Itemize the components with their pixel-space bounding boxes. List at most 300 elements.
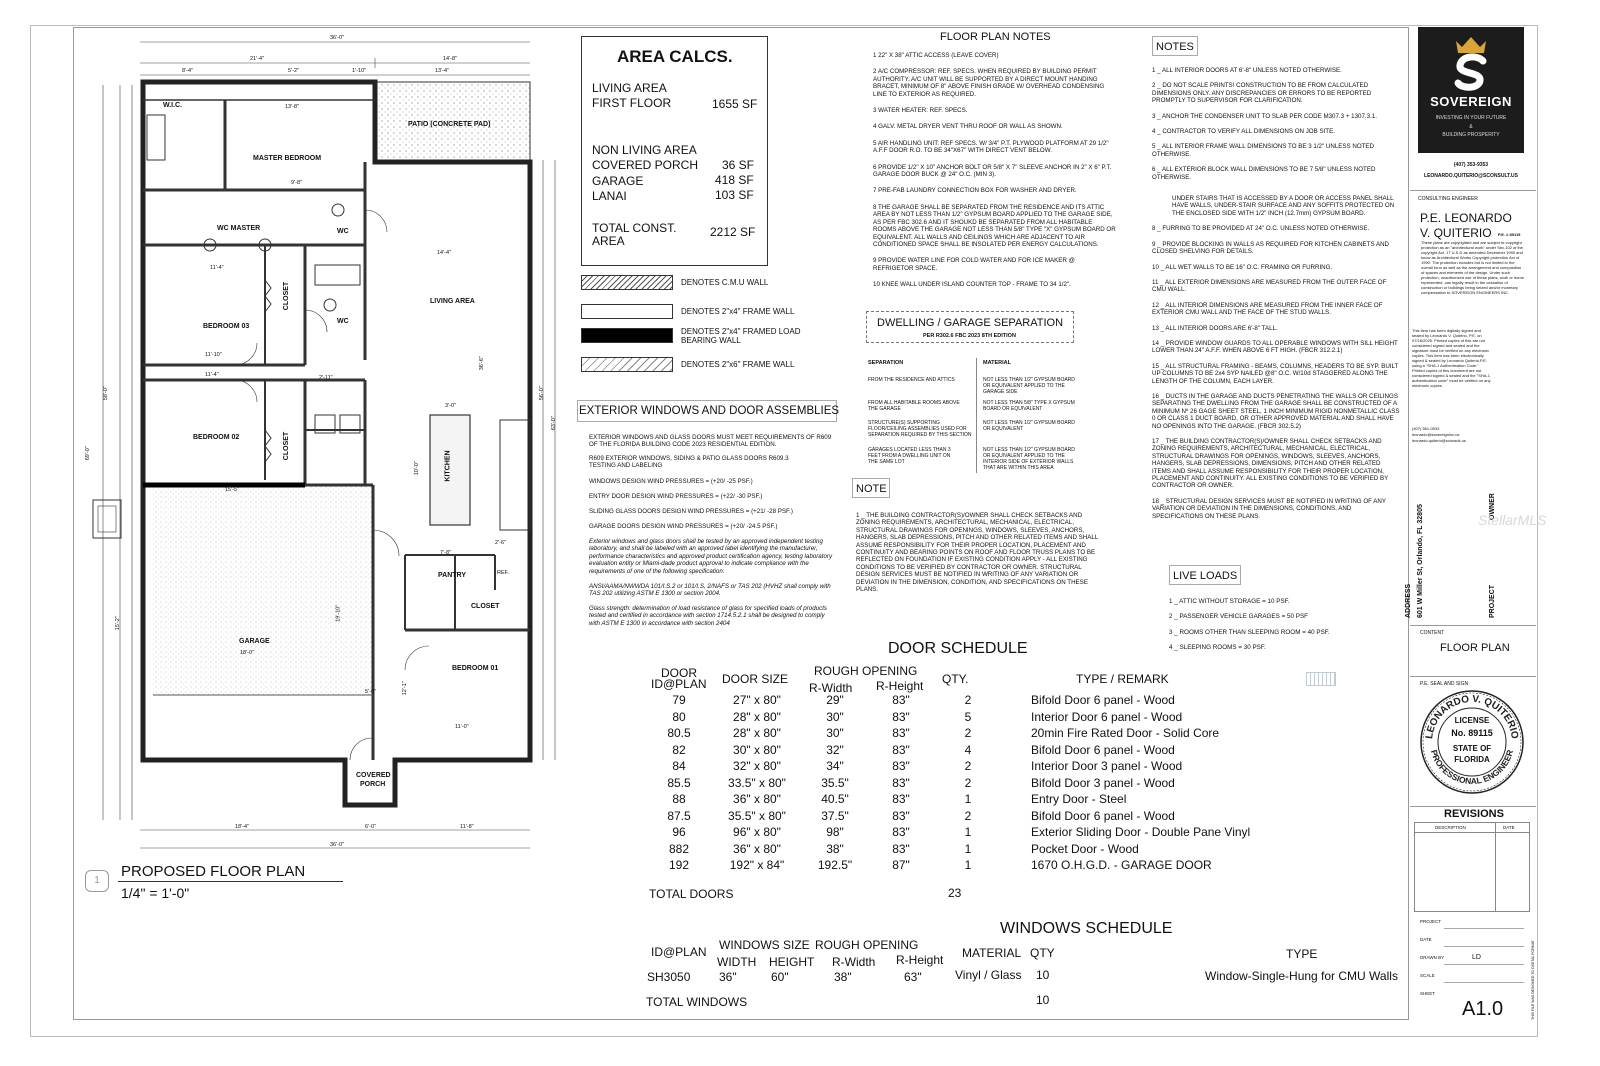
total-label-1: TOTAL CONST. [592,221,677,235]
room-bedroom-1: BEDROOM 01 [452,665,499,672]
area-calcs-title: AREA CALCS. [617,47,733,66]
total-value: 2212 SF [710,225,756,239]
door-cell: Bifold Door 6 panel - Wood [1031,808,1175,823]
room-master: MASTER BEDROOM [253,155,322,162]
dim-bottom-c: 11'-8" [460,824,474,830]
door-cell: 1 [964,858,972,873]
door-row [645,725,1291,742]
door-h-id-2: ID@PLAN [651,677,707,691]
covered-porch-label: COVERED PORCH [592,158,699,172]
door-cell: Interior Door 3 panel - Wood [1031,759,1183,774]
win-total-label: TOTAL WINDOWS [646,995,748,1009]
tb-seal-label: P.E. SEAL AND SIGN [1420,681,1469,687]
door-row [645,808,1291,825]
covered-porch-value: 36 SF [722,158,755,172]
separation-subtitle: PER R302.6 FBC 2023 8TH EDITION [923,333,1016,339]
area-calcs-box [581,36,768,266]
rev-col-line [1495,823,1496,911]
tb-f-date: DATE [1420,937,1432,942]
separation-row-1-a: FROM THE RESIDENCE AND ATTICS [868,377,955,383]
dim-bed1-h: 12'-1" [401,681,408,696]
separation-title: DWELLING / GARAGE SEPARATION [877,317,1064,329]
door-cell: 192.5" [817,858,853,873]
dim-garage-w2: 15'-5" [225,487,240,493]
door-h-qty: QTY. [942,672,969,686]
seal-fl: FLORIDA [1454,755,1490,764]
plan-number-badge [85,870,109,892]
dim-garage-h: 19'-10" [335,604,342,622]
rev-desc-header: DESCRIPTION [1435,825,1466,830]
tb-f-drawn: DRAWN BY [1420,955,1445,960]
tb-f-project-line [1444,928,1524,929]
door-row [645,775,1291,792]
first-floor-value: 1655 SF [712,97,758,111]
win-material: Vinyl / Glass [955,968,1022,982]
door-cell: Bifold Door 3 panel - Wood [1031,775,1175,790]
dim-bed2-w: 11'-4" [205,372,219,378]
win-width: 36" [719,970,737,984]
note-item-4: 4 _ CONTRACTOR TO VERIFY ALL DIMENSIONS ON JOB SITE. [1152,128,1335,136]
win-h-id: ID@PLAN [651,945,707,959]
door-cell: 1 [964,841,972,856]
note-item-12: 12 _ ALL INTERIOR DIMENSIONS ARE MEASURED FROM THE INNER FACE OF EXTERIOR CMU WALL AND THE FACE OF THE STUD WALLS. [1152,301,1383,317]
brand-tagline-2: & [1469,124,1473,130]
door-cell: 83" [892,825,910,840]
note-item-10: 10 _ ALL WET WALLS TO BE 16" O.C. FRAMING OR FURRING. [1152,263,1333,271]
exterior-line-5: SLIDING GLASS DOORS DESIGN WIND PRESSURES = (+21/ -28 PSF.) [589,508,793,515]
rev-header-line [1415,832,1529,833]
note-item-2: 2 _ DO NOT SCALE PRINTS! CONSTRUCTION TO BE FROM CALCULATED DIMENSIONS ONLY. ANY DISCREPANCIES OR ERRORS TO BE REPORTED PROMPTLY TO SUPERVISOR FOR CLARIFICATION. [1152,82,1372,105]
dim-d1: 3'-0" [445,403,456,409]
dim-d3: 7'-8" [440,550,451,556]
win-type: Window-Single-Hung for CMU Walls [1205,969,1398,983]
floor-notes-list [873,52,1116,289]
door-h-rw: R-Width [809,681,853,695]
room-patio: PATIO (CONCRETE PAD) [408,121,491,128]
door-rows [645,692,1291,874]
total-label-2: AREA [592,234,625,248]
door-row [645,841,1291,858]
notes-title: NOTES [1156,41,1194,53]
door-cell: 30" x 80" [733,742,781,757]
door-cell: 83" [892,808,910,823]
tb-divider-3 [1410,676,1536,677]
door-cell: Bifold Door 6 panel - Wood [1031,693,1175,708]
plan-title: PROPOSED FLOOR PLAN [121,863,306,880]
dim-top-total: 36'-0" [330,35,345,41]
door-cell: 83" [892,742,910,757]
floor-note-8: 8 THE GARAGE SHALL BE SEPARATED FROM THE RESIDENCE AND ITS ATTIC AREA BY NOT LESS THAN 1/2" GYPSUM BOARD APPLIED TO THE GARAGE SIDE, AS PER FBC 302.6 AND IT SHOUKD BE SEPARATED FROM ALL HABITABLE ROOMS ABOVE THE GARAGE NOT LESS THAN 5/8" TYPE "X" GYPSUM BOARD OR EQUIVALENT. ALL WALLS AND CEILINGS WHICH ARE ADJACENT TO AIR CONDITIONED SPACE SHALL BE INSOLATED PER ENERGY CALCULATIONS. [873,203,1116,248]
brand-tagline-1: INVESTING IN YOUR FUTURE [1435,115,1507,121]
exterior-italic-3: Glass strength: determination of load resistance of glass for specified loads of products tested and certified in accordance with section 1714.5.2.1 shall be designed to comply with ASTM E 1300 in accordance with section 2404 [589,605,828,627]
dim-right-a: 56'-0" [538,386,545,401]
door-cell: 96 [672,825,686,840]
door-cell: 28" x 80" [733,726,781,741]
crown-s-icon [1418,27,1524,97]
live-loads-title: LIVE LOADS [1173,570,1238,582]
door-cell: 2 [964,693,972,708]
note-item-11: 11 _ ALL EXTERIOR DIMENSIONS ARE MEASURED FROM THE OUTER FACE OF CMU WALL. [1152,278,1387,294]
door-cell: 80 [672,709,686,724]
door-row [645,692,1291,709]
tb-divider-4 [1410,806,1536,807]
floor-note-1: 1 22" X 38" ATTIC ACCESS (LEAVE COVER) [873,52,999,59]
room-porch-2: PORCH [360,781,386,788]
door-row [645,791,1291,808]
door-cell: 40.5" [821,792,849,807]
note-item-8: 8 _ FURRING TO BE PROVIDED AT 24" O.C. UNLESS NOTED OTHERWISE. [1152,225,1370,233]
separation-col-2: MATERIAL [983,360,1012,366]
dim-living-w: 14'-4" [437,250,452,256]
tb-f-drawn-line [1444,964,1524,965]
door-cell: 28" x 80" [733,709,781,724]
separation-divider [976,358,977,473]
win-rh: 63" [904,970,922,984]
dim-top-d: 13'-4" [435,68,450,74]
watermark: StellarMLS [1478,512,1547,528]
tb-consult-label: CONSULTING ENGINEER [1418,196,1478,202]
door-h-rough: ROUGH OPENING [814,664,918,678]
exterior-italic-2: ANSI/AAMA/NWWDA 101/I.S.2 or 101/I.S, 2/NAFS or TAS 202 (HVHZ shall comply with TAS 202 utilizing ASTM E 1300 or section 2004. [589,583,831,598]
door-cell: 98" [826,825,844,840]
door-cell: 192 [668,858,690,873]
door-cell: 2 [964,808,972,823]
door-cell: 192" x 84" [729,858,785,873]
door-cell: 36" x 80" [733,792,781,807]
door-h-type: TYPE / REMARK [1076,672,1169,686]
seal-license: LICENSE [1454,716,1490,725]
live-load-2: 2 _ PASSENGER VEHICLE GARAGES = 50 PSF [1169,613,1308,620]
door-cell: 30" [826,726,844,741]
tb-pe-no: P.E. # 89115 [1498,232,1521,237]
dim-top-a: 8'-4" [182,68,193,74]
tb-side-note: THIS FILE WAS DESIGNED TO DIGITAL FORMAT [1531,940,1535,1020]
separation-col-1: SEPARATION [868,360,904,366]
note-item-15: 15 _ ALL STRUCTURAL FRAMING - BEAMS, COLUMNS, HEADERS TO BE SYP. BUILT UP COLUMNS TO BE 2x4 SYP NAILED @8" O.C. W/10d STAGGERED ALONG THE LENGTH OF THE COLUMN, EACH LAYER. [1152,362,1399,385]
pe-seal [1418,688,1526,796]
door-cell: 79 [672,693,686,708]
tb-project-label: PROJECT [1489,584,1496,618]
seal-ring-icon [1418,688,1526,796]
win-h-rw: R-Width [832,955,876,969]
win-h-rh: R-Height [896,953,944,967]
exterior-title-box [577,400,840,422]
legend-swatch-2x6 [581,357,673,372]
dim-living-h: 36'-6" [478,356,485,371]
tb-contact-1: (407) 561-0533 [1412,426,1440,431]
floor-note-6: 6 PROVIDE 1/2" X 10" ANCHOR BOLT OR 5/8" X 7" SLEEVE ANCHOR IN 2" X 6" P.T. GARAGE DOOR BUCK @ 24" O.C. (MIN 3). [873,163,1112,179]
room-garage: GARAGE [239,638,270,645]
tb-divider-2 [1410,625,1536,626]
brand-tagline-3: BUILDING PROSPERITY [1442,132,1500,138]
exterior-line-3: WINDOWS DESIGN WIND PRESSURES = (+20/ -25 PSF.) [589,478,753,485]
notes-list [1152,67,1400,528]
exterior-line-2: R609 EXTERIOR WINDOWS, SIDING & PATIO GLASS DOORS R609.3 TESTING AND LABELING [589,455,789,470]
door-cell: 38" [826,841,844,856]
rev-date-header: DATE [1503,825,1515,830]
separation-row-4-b: NOT LESS THAN 1/2" GYPSUM BOARD OR EQUIVALENT APPLIED TO THE INTERIOR SIDE OF EXTERIOR WALLS THAT ARE WITHIN THIS AREA [983,447,1075,471]
room-porch-1: COVERED [356,772,391,779]
room-bedroom-3: BEDROOM 03 [203,323,250,330]
door-cell: 29" [826,693,844,708]
separation-row-2-b: NOT LESS THAN 5/8" TYPE X GYPSUM BOARD OR EQUIVALENT [983,400,1075,412]
room-closet-1: CLOSET [283,281,291,311]
door-row [645,857,1291,874]
tb-engineer-1: P.E. LEONARDO [1420,211,1512,225]
door-schedule-title: DOOR SCHEDULE [888,640,1028,657]
seal-no: No. 89115 [1451,728,1493,738]
door-total-label: TOTAL DOORS [649,887,734,901]
legend-label-load: DENOTES 2"x4" FRAMED LOAD BEARING WALL [681,327,801,345]
tb-revisions: REVISIONS [1444,808,1504,820]
tb-engineer-2: V. QUITERIO [1420,226,1492,240]
tb-phone: (407) 353-9353 [1453,162,1489,168]
door-cell: 96" x 80" [733,825,781,840]
room-ref: REF. [497,570,509,576]
grid-icon [1306,672,1336,686]
tb-f-drawn-val: LD [1472,954,1481,961]
door-cell: 88 [672,792,686,807]
plan-scale: 1/4" = 1'-0" [121,885,190,901]
floor-note-10: 10 KNEE WALL UNDER ISLAND COUNTER TOP - FRAME TO 34 1/2". [873,281,1071,289]
note-item-14: 14 _ PROVIDE WINDOW GUARDS TO ALL OPERABLE WINDOWS WITH SILL HEIGHT LOWER THAN 24" A.F.F. WHEN ABOVE 6 FT HIGH. (FBCR 312.2.1) [1152,339,1398,355]
note-item-3: 3 _ ANCHOR THE CONDENSER UNIT TO SLAB PER CODE M307.3 + 1307.3.1. [1152,112,1377,120]
plan-number: 1 [94,875,100,886]
win-height: 60" [771,970,789,984]
win-qty: 10 [1036,968,1050,982]
seal-state: STATE OF [1452,744,1492,753]
dim-d4: 2'-11" [319,375,333,381]
tb-content-label: CONTENT [1420,630,1445,636]
separation-row-3-b: NOT LESS THAN 1/2" GYPSUM BOARD OR EQUIVALENT [983,420,1075,432]
tb-f-scale-line [1444,982,1524,983]
door-cell: 84 [672,759,686,774]
note-item-9: 9 _ PROVIDE BLOCKING IN WALLS AS REQUIRED FOR KITCHEN CABINETS AND CLOSED SHELVING FOR DETAILS. [1152,240,1390,256]
tb-copyright: These plans are copyrighted and are subject to copyright protection as an "architectural work" under Sec.102 of the copyright Act. 17 U.S.D as amended December 1990 and know as Architectural Works Copyright protection Act of 1990. The protection includes but is not limited to the overall form as well as the arrangement and composition of spaces and elements of the design. Under such protection, unauthorized use of these plans, work or home represented, can legally result in the cessation of construction or buildings being seized and/or monetary compensation to SOVEREIGN ENGINEERS INC. [1421,240,1524,295]
win-id: SH3050 [647,970,691,984]
door-cell: 1670 O.H.G.D. - GARAGE DOOR [1031,858,1212,873]
door-cell: 5 [964,709,972,724]
dim-bed1-w: 11'-0" [455,724,469,730]
dim-left-total: 69'-0" [84,446,91,461]
door-row [645,824,1291,841]
exterior-line-6: GARAGE DOORS DESIGN WIND PRESSURES = (+20/ -24.5 PSF.) [589,523,778,530]
dim-bed3-w: 11'-4" [210,265,224,271]
door-cell: 36" x 80" [733,841,781,856]
floor-note-2: 2 A/C COMPRESSOR: REF. SPECS. WHEN REQUIRED BY BUILDING PERMIT AUTHORITY, A/C UNIT WILL BE SUPPORTED BY A DIRECT MOUNT HANDING BRACET, MINIMUM OF 8" ABOVE FINISH GRADE W/ OVERHEAD CONDENSING LINE TO EXTERIOR AS REQUIRED. [873,68,1105,98]
separation-title-box [866,311,1074,343]
door-cell: 20min Fire Rated Door - Solid Core [1031,726,1220,741]
door-cell: 2 [964,726,972,741]
exterior-line-1: EXTERIOR WINDOWS AND GLASS DOORS MUST MEET REQUIREMENTS OF R609 OF THE FLORIDA BUILDING CODE 2023 RESIDENTIAL EDITION. [589,434,832,449]
note-title-box [852,478,890,498]
tb-owner-label: OWNER [1489,493,1496,520]
dim-top-b: 5'-2" [288,68,299,74]
door-cell: 1 [964,792,972,807]
note-item-18: 18 _ STRUCTURAL DESIGN SERVICES MUST BE NOTIFIED IN WRITING OF ANY VARIATION OR DEVIATION IN THE DIMENSIONS, CONDITIONS, AND SPECIFICATIONS ON THESE PLANS. [1152,497,1386,520]
tb-f-project: PROJECT [1420,919,1442,924]
legend-swatch-cmu [581,275,673,290]
room-wc-2: WC [337,318,349,325]
door-cell: 83" [892,693,910,708]
door-h-size: DOOR SIZE [722,672,789,686]
live-load-4: 4 _ SLEEPING ROOMS = 30 PSF. [1169,644,1266,651]
door-cell: 83" [892,841,910,856]
door-cell: 35.5" [821,775,849,790]
note-item-5: 5 _ ALL INTERIOR FRAME WALL DIMENSIONS TO BE 3 1/2" UNLESS NOTED OTHERWISE. [1152,143,1375,158]
separation-row-4-a: GARAGES LOCATED LESS THAN 3 FEET FROM A DWELLING UNIT ON THE SAME LOT [868,447,951,465]
revisions-table [1414,822,1530,912]
dim-bottom-a: 18'-4" [235,824,250,830]
plan-title-underline [118,881,343,882]
door-cell: 34" [826,759,844,774]
door-cell: 80.5 [667,726,691,741]
door-cell: 32" x 80" [733,759,781,774]
door-cell: 87.5 [667,808,691,823]
door-cell: 2 [964,759,972,774]
door-total-value: 23 [948,886,962,900]
win-h-rough: ROUGH OPENING [815,938,919,952]
non-living-label: NON LIVING AREA [592,143,697,157]
dim-garage-w: 18'-0" [240,650,255,656]
door-cell: 35.5" x 80" [728,808,786,823]
tb-f-sheet: SHEET [1420,991,1436,996]
live-loads-title-box [1169,565,1241,585]
tb-signed: This item has been digitally signed and sealed by Leonardo V. Quiterio, P.E. on 07/16/2025. Printed copies of this are not considered signed and sealed and the signature must be verified on any electronic copies. This item has been electronically signed & sealed by Leonardo Quiterio,P.E. using a "SHA-1 Authentication Code." Printed copies of this document are not considered signed & sealed and the "SHA-1 authentication code" must be verified on any electronic copies. [1412,328,1491,388]
lanai-label: LANAI [592,189,627,203]
door-row [645,742,1291,759]
tb-contact-2: leonardo@sovereignlnc.us [1412,432,1460,437]
room-closet-3: CLOSET [471,603,500,610]
door-h-rh: R-Height [876,679,924,693]
tb-content: FLOOR PLAN [1440,642,1510,654]
legend-swatch-load [581,328,673,343]
legend-swatch-frame [581,304,673,319]
dim-d5: 9'-8" [291,180,302,186]
dim-left-a: 58'-0" [102,386,109,401]
door-cell: 27" x 80" [733,693,781,708]
win-h-material: MATERIAL [962,946,1022,960]
note-item-16: 16 _ DUCTS IN THE GARAGE AND DUCTS PENETRATING THE WALLS OR CEILINGS SEPARATING THE DWELLING FROM THE GARAGE SHALL BE CONSTRUCTED OF A MINIMUM Nº 26 GAGE SHEET STEEL, 1 INCH MINIMUM RIGID NONMETALLIC CLASS 0 OR CLASS 1 DUCT BOARD, OR OTHER APPROVED MATERIAL AND SHALL HAVE NO OPENINGS INTO THE GARAGE. (FBCR 302.5.2) [1152,392,1400,430]
door-cell: Interior Door 6 panel - Wood [1031,709,1183,724]
door-cell: Exterior Sliding Door - Double Pane Vinyl [1031,825,1251,840]
first-floor-label: FIRST FLOOR [592,96,672,110]
live-load-3: 3 _ ROOMS OTHER THAN SLEEPING ROOM = 40 PSF. [1169,629,1330,636]
dim-bottom-total: 36'-0" [330,842,345,848]
tb-f-date-line [1444,946,1524,947]
note-item-6: 6 _ ALL EXTERIOR BLOCK WALL DIMENSIONS TO BE 7 5/8" UNLESS NOTED OTHERWISE. [1152,166,1376,181]
tb-contact-3: leonardo.quiterio@sconsult.us [1412,438,1466,443]
dim-top-left: 21'-4" [250,56,265,62]
brand-name: SOVEREIGN [1430,94,1512,109]
win-h-width: WIDTH [717,955,757,969]
living-area-label: LIVING AREA [592,81,667,95]
note-text: 1 _ THE BUILDING CONTRACTOR(S)/OWNER SHALL CHECK SETBACKS AND ZONING REQUIREMENTS, ARCHITECTURAL, MECHANICAL, ELECTRICAL, STRUCTURAL DRAWINGS FOR OPENINGS, WINDOWS, SLEEVES, ANCHORS, HANGERS, SLAB DEPRESSIONS, PITCH AND OTHER RELATED ITEMS AND SHALL ASSUME RESPONSIBILITY FOR THEIR PROPER LOCATION, PLACEMENT AND CONTINUITY AND BEARING POINTS ON ROOF AND FLOOR TRUSS PLANS TO BE REFLECTED ON FOUNDATION IF EXISTING CONDITION APPLY - ALL EXISTING CONDITIONS TO BE VERIFIED BY CONTRACTOR OR OWNER. STRUCTURAL DESIGN SERVICES MUST BE NOTIFIED IN WRITING OF ANY VARIATION OR DEVIATION IN THE DIMENSION, CONDITION, AND SPECIFICATIONS ON THESE PLANS. [856,512,1099,594]
floor-plan [75,30,575,910]
separation-row-3-a: STRUCTURE(S) SUPPORTING FLOOR/CEILING ASSEMBLIES USED FOR SEPARATION REQUIRED BY THIS SECTION [868,420,972,438]
room-bedroom-2: BEDROOM 02 [193,434,240,441]
room-kitchen: KITCHEN [444,450,452,482]
seal-top-text: LEONARDO V. QUITERIO [1424,693,1520,740]
legend-label-2x6: DENOTES 2"x6" FRAME WALL [681,360,795,369]
sovereign-logo [1418,27,1524,153]
floor-plan-drawing [75,30,575,910]
win-h-type: TYPE [1286,947,1318,961]
door-cell: 83" [892,792,910,807]
door-cell: 82 [672,742,686,757]
dim-right-total: 63'-0" [550,416,557,431]
note-item-1: 1 _ ALL INTERIOR DOORS AT 6'-8" UNLESS NOTED OTHERWISE. [1152,67,1342,74]
door-cell: 37.5" [821,808,849,823]
floor-note-4: 4 GALV. METAL DRYER VENT THRU ROOF OR WALL AS SHOWN. [873,123,1063,131]
separation-row-1-b: NOT LESS THAN 1/2" GYPSUM BOARD OR EQUIVALENT APPLIED TO THE GARAGE SIDE [983,377,1075,395]
tb-sheet-no: A1.0 [1462,998,1504,1020]
windows-schedule-title: WINDOWS SCHEDULE [1000,920,1173,937]
note-title: NOTE [856,483,887,495]
dim-bottom-b: 6'-0" [365,824,376,830]
lanai-value: 103 SF [715,188,754,202]
win-total-value: 10 [1036,993,1050,1007]
win-h-qty: QTY [1030,946,1055,960]
door-cell: 83" [892,726,910,741]
floor-notes-title: FLOOR PLAN NOTES [940,31,1051,43]
door-cell: 1 [964,825,972,840]
dim-bed3-w2: 11'-10" [205,352,222,358]
garage-value: 418 SF [715,173,754,187]
legend-label-cmu: DENOTES C.M.U WALL [681,278,769,287]
room-living: LIVING AREA [430,298,475,305]
garage-label: GARAGE [592,174,644,188]
notes-title-box [1152,36,1198,56]
room-closet-2: CLOSET [283,431,291,461]
dim-master-w: 13'-8" [285,104,300,110]
tb-address: 601 W Miller St, Orlando, FL 32805 [1417,504,1424,618]
door-schedule-table [645,692,1291,874]
door-row [645,709,1291,726]
dim-d2: 2'-6" [495,540,506,546]
exterior-title: EXTERIOR WINDOWS AND DOOR ASSEMBLIES [579,405,840,417]
door-cell: 32" [826,742,844,757]
tb-f-scale: SCALE [1420,973,1435,978]
door-cell: 85.5 [667,775,691,790]
door-h-id-1: DOOR [661,666,697,680]
dim-top-c: 1'-10" [352,68,367,74]
exterior-italic-1: Exterior windows and glass doors shall be tested by an approved independent testing laboratory, and shall be labeled with an approved label identifying the manufacturer, performance characteristics and approved product certification agency, testing laboratory evaluation entity or Miami-dade product approval to indicate compliance with the requirements of one of the following specification: [589,538,833,575]
separation-row-2-a: FROM ALL HABITABLE ROOMS ABOVE THE GARAGE [868,400,960,412]
floor-note-9: 9 PROVIDE WATER LINE FOR COLD WATER AND FOR ICE MAKER @ REFRIGETOR SPACE. [873,257,1075,272]
win-h-height: HEIGHT [769,955,815,969]
door-cell: 83" [892,759,910,774]
door-cell: 4 [964,742,972,757]
live-load-1: 1 _ ATTIC WITHOUT STORAGE = 10 PSF. [1169,598,1290,605]
seal-bottom-text: PROFESSIONAL ENGINEER [1428,748,1516,787]
note-item-7: UNDER STAIRS THAT IS ACCESSED BY A DOOR OR ACCESS PANEL SHALL HAVE WALLS, UNDER-STAIR SURFACE AND ANY SOFFITS PROTECTED ON THE ENCLOSED SIDE WITH 1/2" INCH (12.7mm) GYPSUM BOARD. [1172,195,1395,217]
win-h-size: WINDOWS SIZE [719,938,810,952]
door-cell: 30" [826,709,844,724]
door-cell: 87" [892,858,910,873]
exterior-line-4: ENTRY DOOR DESIGN WIND PRESSURES = (+22/ -30 PSF.) [589,493,763,500]
door-cell: Bifold Door 6 panel - Wood [1031,742,1175,757]
tb-divider-1 [1410,190,1536,191]
dim-garage-h2: 15'-2" [114,616,121,631]
note-item-13: 13 _ ALL INTERIOR DOORS ARE 6'-8" TALL. [1152,324,1278,332]
door-cell: Entry Door - Steel [1031,792,1127,807]
floor-note-5: 5 AIR HANDLING UNIT: REF SPECS. W/ 3/4" P.T. PLYWOOD PLATFORM AT 29 1/2" A.F.F DOOR R.O. TO BE 34"X67" WITH DIRECT VENT BELOW. [873,139,1109,155]
win-rw: 38" [834,970,852,984]
room-wic: W.I.C. [163,102,183,109]
door-cell: 33.5" x 80" [728,775,786,790]
legend-label-frame: DENOTES 2"x4" FRAME WALL [681,307,795,316]
